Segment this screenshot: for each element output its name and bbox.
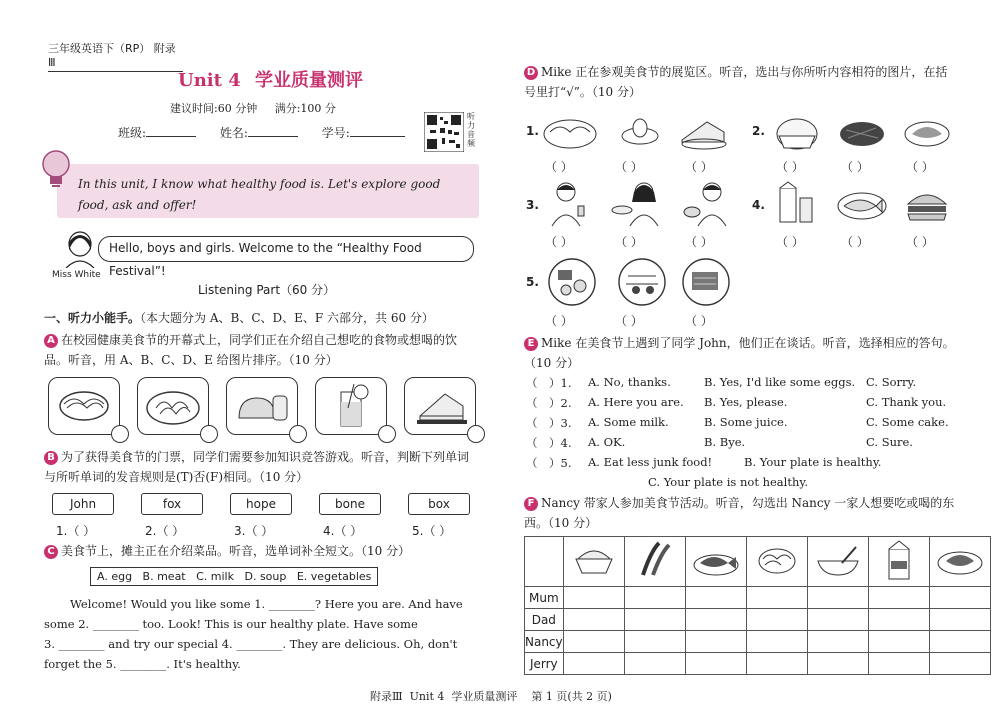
word-box: box [408,493,470,515]
e1-num[interactable]: （ ）1. [526,376,572,390]
page-footer: 附录Ⅲ Unit 4 学业质量测评 第 1 页(共 2 页) [370,690,612,703]
c-options: A. egg B. meat C. milk D. soup E. vegetables [90,567,378,586]
section1-desc: （本大题分为 A、B、C、D、E、F 六部分，共 60 分） [140,311,434,325]
section-b-badge: B [44,451,58,465]
section-a-text [44,330,480,370]
e5-a: A. Eat less junk food! [588,455,713,469]
section-d-text [524,62,956,102]
f-row-nancy: Nancy [525,631,564,653]
d3a-paren[interactable]: （ ） [545,235,573,249]
f-cell[interactable] [807,631,868,653]
f-corner-cell [525,537,564,587]
d5b-paren[interactable]: （ ） [615,314,643,328]
e-questions [526,375,958,495]
f-cell[interactable] [624,653,685,675]
d-num-3: 3. [526,198,539,212]
e1-a: A. No, thanks. [588,375,671,389]
b-answer-2[interactable]: 2.（ ） [145,524,185,538]
d1a-paren[interactable]: （ ） [545,160,573,174]
f-cell[interactable] [563,609,624,631]
answer-circle-a3[interactable] [289,425,307,443]
f-cell[interactable] [868,653,929,675]
teacher-name: Miss White [52,270,101,280]
spaghetti-picture [137,377,209,435]
f-col-steak [929,537,990,587]
f-col-fish [685,537,746,587]
d5-pictures [544,256,744,306]
f-cell[interactable] [929,609,990,631]
section-f-instructions: Nancy 带家人参加美食节活动。听音，勾选出 Nancy 一家人想要吃或喝的东西。（10 分） [524,496,955,530]
word-john: John [52,493,114,515]
section-b-text [44,447,480,487]
fish-icon [686,537,746,583]
f-cell[interactable] [807,609,868,631]
section-e-instructions: Mike 在美食节上遇到了同学 John，他们正在谈话。听音，选择相应的答句。（10 分） [524,336,955,370]
juice-picture [315,377,387,435]
cake-picture [404,377,476,435]
f-cell[interactable] [868,609,929,631]
id-label: 学号: [321,126,350,140]
qr-label: 听力音频 [467,112,475,148]
steak-icon [930,537,990,583]
section-f-badge: F [524,497,538,511]
e2-a: A. Here you are. [588,395,684,409]
noodles-icon [747,537,807,583]
section-d-instructions: Mike 正在参观美食节的展览区。听音，选出与你所听内容相符的图片，在括号里打“√”。（10 分） [524,65,948,99]
section-a-badge: A [44,334,58,348]
f-row-jerry: Jerry [525,653,564,675]
b-answer-3[interactable]: 3.（ ） [234,524,274,538]
d3b-paren[interactable]: （ ） [615,235,643,249]
e3-num[interactable]: （ ）3. [526,416,572,430]
e3-a: A. Some milk. [588,415,669,429]
f-cell[interactable] [868,587,929,609]
qr-code-icon [424,112,464,152]
bread-picture [226,377,298,435]
f-checklist-table [524,536,991,675]
answer-circle-a5[interactable] [467,425,485,443]
student-info [118,124,405,141]
speech-bubble: Hello, boys and girls. Welcome to the “Healthy Food Festival”! [98,236,474,262]
e1-b: B. Yes, I'd like some eggs. [704,375,856,389]
e-row-2 [526,395,958,415]
section-e-badge: E [524,337,538,351]
e4-num[interactable]: （ ）4. [526,436,572,450]
e3-b: B. Some juice. [704,415,788,429]
answer-circle-a2[interactable] [200,425,218,443]
f-cell[interactable] [624,609,685,631]
e5-num[interactable]: （ ）5. [526,456,572,470]
section1-title [44,309,434,326]
f-cell[interactable] [624,587,685,609]
f-cell[interactable] [929,653,990,675]
section-c-instructions: 美食节上，摊主正在介绍菜品。听音，选单词补全短文。（10 分） [61,544,411,558]
e5-b: B. Your plate is healthy. [744,455,882,469]
section1-heading: 一、听力小能手。 [44,311,141,325]
grade-header: 三年级英语下（RP） 附录Ⅲ [48,40,183,72]
section-d-badge: D [524,66,538,80]
d4c-paren[interactable]: （ ） [906,235,934,249]
d3-pictures [544,180,744,230]
lightbulb-icon [38,148,74,190]
d5a-paren[interactable]: （ ） [545,314,573,328]
f-col-soup [807,537,868,587]
f-col-beans [624,537,685,587]
e4-c: C. Sure. [866,435,913,449]
f-col-rice [563,537,624,587]
d-num-4: 4. [752,198,765,212]
c-passage-line3: 3. ________ and try our special 4. ________. They are delicious. Oh, don't [44,637,458,651]
word-fox: fox [141,493,203,515]
name-label: 姓名: [219,126,248,140]
e3-c: C. Some cake. [866,415,949,429]
word-bone: bone [319,493,381,515]
c-passage-line1: Welcome! Would you like some 1. ________? Here you are. And have [70,597,463,611]
d-num-5: 5. [526,275,539,289]
listening-title: Listening Part（60 分） [198,283,336,297]
f-row-mum: Mum [525,587,564,609]
section-c-badge: C [44,545,58,559]
d4b-paren[interactable]: （ ） [841,235,869,249]
e2-num[interactable]: （ ）2. [526,396,572,410]
id-field[interactable] [350,136,405,137]
soup-icon [808,537,868,583]
section-b-instructions: 为了获得美食节的门票，同学们需要参加知识竞答游戏。听音，判断下列单词与所听单词的发音规则是(T)否(F)相同。（10 分） [44,450,470,484]
e5-c: C. Your plate is not healthy. [648,475,808,489]
d2-pictures [772,110,962,154]
d3c-paren[interactable]: （ ） [685,235,713,249]
f-col-noodles [746,537,807,587]
e-row-3 [526,415,958,435]
green-beans-icon [625,537,685,583]
teacher-avatar [58,228,102,268]
e4-a: A. OK. [588,435,626,449]
section-a-instructions: 在校园健康美食节的开幕式上，同学们正在介绍自己想吃的食物或想喝的饮品。听音，用 A、B、C、D、E 给图片排序。（10 分） [44,333,458,367]
f-col-milk [868,537,929,587]
word-hope: hope [230,493,292,515]
b-answer-1[interactable]: 1.（ ） [56,524,96,538]
class-field[interactable] [146,136,196,137]
f-cell[interactable] [563,631,624,653]
f-cell[interactable] [685,653,746,675]
f-cell[interactable] [746,587,807,609]
f-cell[interactable] [746,653,807,675]
d1b-paren[interactable]: （ ） [615,160,643,174]
e-row-5 [526,455,958,475]
f-cell[interactable] [685,631,746,653]
c-passage-line2: some 2. ________ too. Look! This is our healthy plate. Have some [44,617,418,631]
d4-pictures [772,180,962,230]
d-num-2: 2. [752,124,765,138]
f-cell[interactable] [563,653,624,675]
f-cell[interactable] [807,653,868,675]
f-cell[interactable] [868,631,929,653]
f-cell[interactable] [929,587,990,609]
f-cell[interactable] [807,587,868,609]
c-passage-line4: forget the 5. ________. It's healthy. [44,657,241,671]
time-info [170,100,336,116]
f-cell[interactable] [685,609,746,631]
d4a-paren[interactable]: （ ） [776,235,804,249]
b-answer-4[interactable]: 4.（ ） [323,524,363,538]
d2c-paren[interactable]: （ ） [906,160,934,174]
e2-b: B. Yes, please. [704,395,788,409]
section-e-text [524,333,956,373]
class-label: 班级: [118,126,147,140]
e-row-1 [526,375,958,395]
f-cell[interactable] [929,631,990,653]
d5c-paren[interactable]: （ ） [685,314,713,328]
e2-c: C. Thank you. [866,395,947,409]
section-f-text [524,493,956,533]
milk-carton-icon [869,537,929,583]
answer-circle-a4[interactable] [378,425,396,443]
e1-c: C. Sorry. [866,375,917,389]
time-label: 建议时间:60 分钟 [170,102,258,115]
f-cell[interactable] [685,587,746,609]
score-label: 满分:100 分 [274,102,336,115]
noodles-picture [48,377,120,435]
c-passage [44,594,480,674]
d2b-paren[interactable]: （ ） [841,160,869,174]
rice-icon [564,537,624,583]
e-row-4 [526,435,958,455]
page-title [178,66,363,92]
f-row-dad: Dad [525,609,564,631]
unit-label: Unit 4 [178,70,241,91]
name-field[interactable] [248,136,298,137]
d-num-1: 1. [526,124,539,138]
answer-circle-a1[interactable] [111,425,129,443]
f-cell[interactable] [563,587,624,609]
title-name: 学业质量测评 [255,70,364,91]
e-row-5-c [526,475,958,495]
f-cell[interactable] [746,609,807,631]
section-c-text [44,541,480,561]
b-answer-5[interactable]: 5.（ ） [412,524,452,538]
d1-pictures [542,110,742,154]
e4-b: B. Bye. [704,435,746,449]
intro-text: In this unit, I know what healthy food is. Let's explore good food, ask and offer! [78,177,441,212]
f-cell[interactable] [624,631,685,653]
d1c-paren[interactable]: （ ） [685,160,713,174]
f-cell[interactable] [746,631,807,653]
d2a-paren[interactable]: （ ） [776,160,804,174]
